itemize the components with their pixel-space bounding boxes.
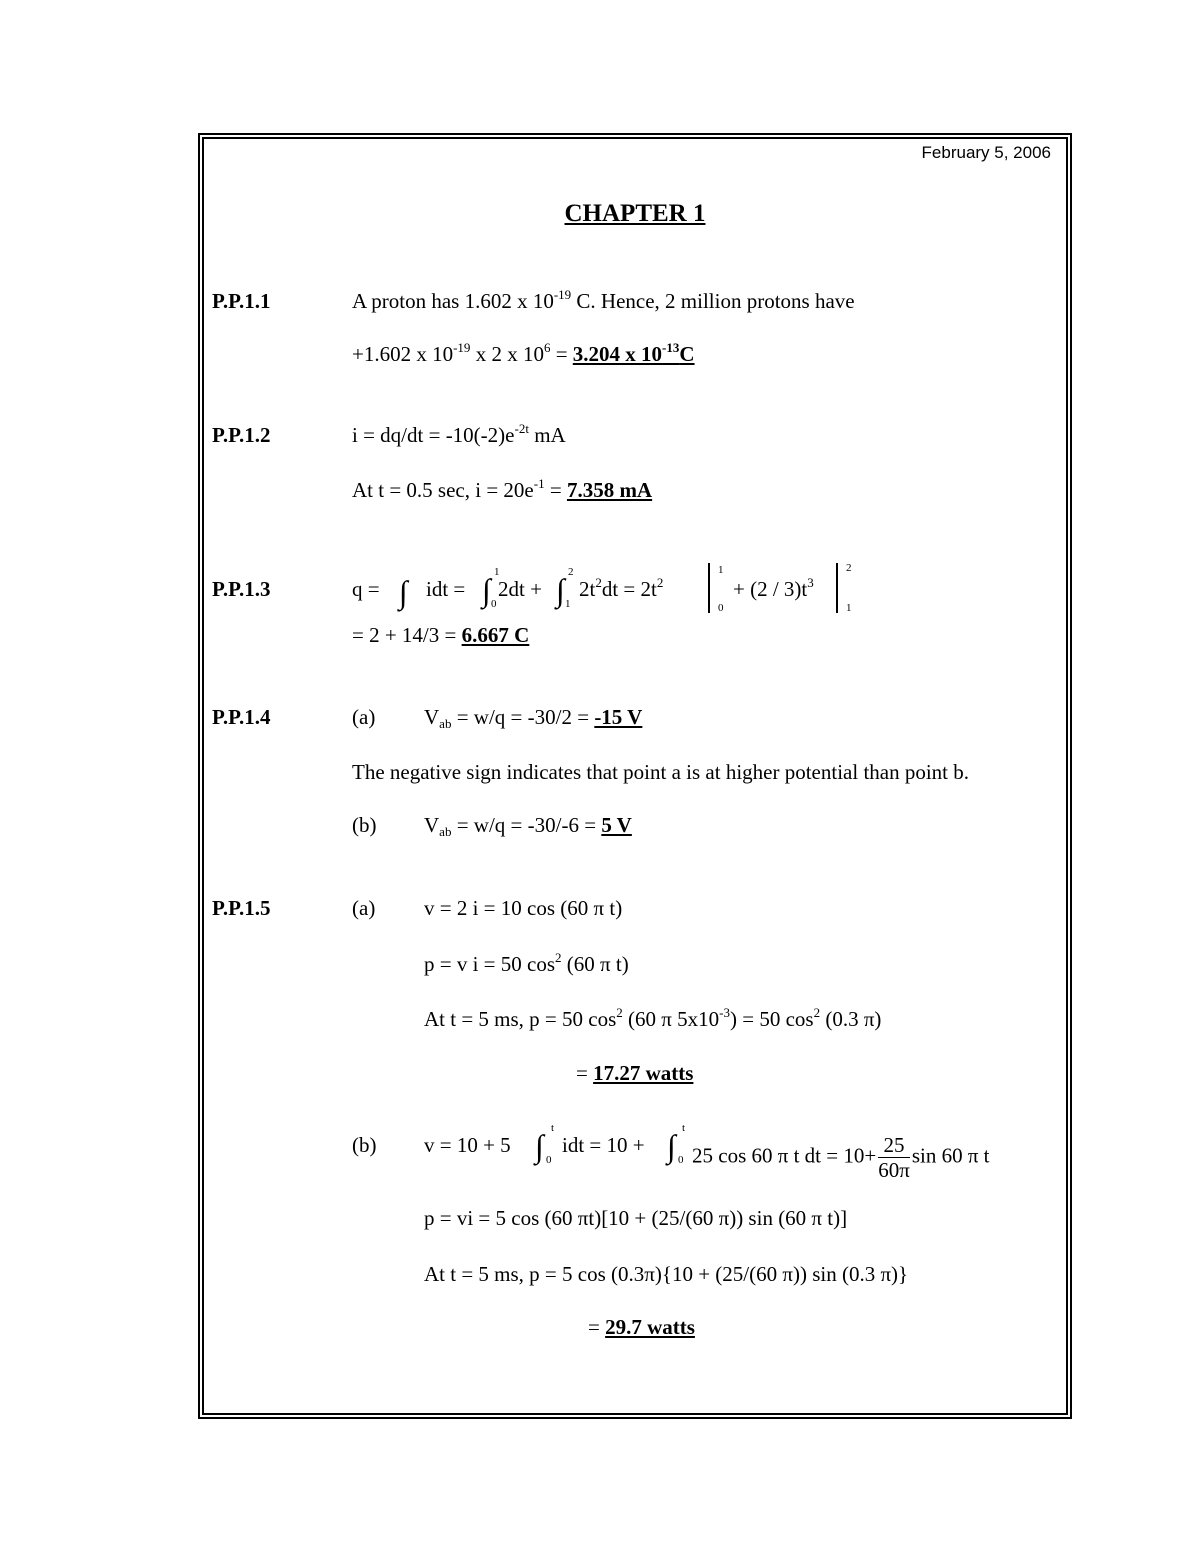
- problem-1-4-line-b: $V_{ab} = w/q = -30/-6 = 5$ V: [424, 813, 632, 839]
- fraction-25-over-60pi: $\frac{25}{60\pi}$: [878, 1133, 910, 1182]
- problem-1-5-line-a3: At t = 5 ms, p = 50 $\cos^2 (60$ π $5x10^{-3}) = 50$ $\cos^2 (0.3$ π): [424, 1005, 882, 1031]
- problem-1-2-line-1: $i = dq/dt = -10(-2)e^{-2t}$ mA: [352, 421, 566, 447]
- integral-lower-limit: 0: [491, 598, 497, 610]
- evaluation-bar: [708, 563, 710, 613]
- problem-1-3-term-4: + $(2 / 3)t^3$: [733, 575, 814, 601]
- chapter-title: CHAPTER 1: [564, 200, 706, 227]
- problem-label-1-4: P.P.1.4: [212, 705, 271, 729]
- integral-upper-limit: 1: [494, 566, 500, 578]
- date-stamp: February 5, 2006: [921, 143, 1051, 162]
- problem-1-5-b1-mid: idt = 10 +: [562, 1133, 645, 1157]
- problem-label-1-5: P.P.1.5: [212, 896, 271, 920]
- problem-label-1-2: P.P.1.2: [212, 423, 271, 447]
- part-b-tag: (b): [352, 813, 377, 837]
- problem-1-5-line-b4: = 29.7 watts: [588, 1315, 695, 1339]
- answer-1-4-b: 5 V: [601, 813, 632, 837]
- problem-1-2-line-2: At t = 0.5 sec, $i = 20e^{-1} = 7.358$ mA: [352, 476, 653, 502]
- problem-1-3-line-2: = 2 + 14/3 = 6.667 C: [352, 623, 530, 647]
- evaluation-bar: [836, 563, 838, 613]
- integral-lower-limit: 0: [678, 1154, 684, 1166]
- problem-1-4-note: The negative sign indicates that point a is at higher potential than point b.: [352, 760, 970, 784]
- problem-1-3-term-2: 2dt +: [498, 577, 542, 601]
- part-a-tag: (a): [352, 705, 376, 729]
- eval-upper-limit: 2: [846, 562, 852, 574]
- problem-1-3-term-1: idt =: [426, 577, 466, 601]
- problem-1-5-line-a1: v = 2 i = 10 cos (60 π t): [424, 896, 623, 920]
- problem-1-3-line-1: q = ∫: [352, 574, 408, 610]
- integral-upper-limit: t: [682, 1122, 686, 1134]
- problem-1-5-line-b2: p = vi = 5 cos (60 πt)[10 + (25/(60 π)) sin (60 π t)]: [424, 1206, 848, 1230]
- integral-upper-limit: 2: [568, 566, 574, 578]
- answer-1-3: 6.667 C: [461, 623, 530, 647]
- eval-lower-limit: 0: [718, 602, 724, 614]
- answer-1-5-b: 29.7 watts: [605, 1315, 695, 1339]
- problem-1-4-line-a: $V_{ab} = w/q = -30/2 = -15$ V: [424, 705, 643, 731]
- integral-lower-limit: 0: [546, 1154, 552, 1166]
- problem-label-1-3: P.P.1.3: [212, 577, 271, 601]
- problem-label-1-1: P.P.1.1: [212, 289, 271, 313]
- problem-1-5-b1-start: v = 10 + 5: [424, 1133, 511, 1157]
- integral-upper-limit: t: [551, 1122, 555, 1134]
- eval-upper-limit: 1: [718, 564, 724, 576]
- problem-1-3-term-3: $2t^2dt = 2t^2$: [579, 575, 664, 601]
- problem-1-1-line-1: A proton has 1.602 x $10^{-19}$ C. Hence, 2 million protons have: [352, 287, 855, 313]
- problem-1-5-b1-end: 25 cos 60 π t dt = 10+ $\frac{25}{60\pi}$ sin 60 π t: [692, 1133, 990, 1182]
- answer-1-5-a: 17.27 watts: [593, 1061, 694, 1085]
- answer-1-2: 7.358 mA: [566, 478, 653, 502]
- problem-1-1-line-2: +1.602 x $10^{-19}$ x 2 x $10^6 = 3.204$ x $10^{-13}C$: [352, 340, 695, 366]
- problem-1-5-line-a2: p = v i = 50 $\cos^2 (60$ π t): [424, 950, 629, 976]
- eval-lower-limit: 1: [846, 602, 852, 614]
- part-b-tag: (b): [352, 1133, 377, 1157]
- problem-1-5-line-a4: = 17.27 watts: [576, 1061, 694, 1085]
- integral-lower-limit: 1: [565, 598, 571, 610]
- answer-1-1: 3.204 x $10^{-13}C$: [572, 340, 695, 366]
- answer-1-4-a: -15 V: [594, 705, 643, 729]
- part-a-tag: (a): [352, 896, 376, 920]
- problem-1-5-line-b3: At t = 5 ms, p = 5 cos (0.3π){10 + (25/(60 π)) sin (0.3 π)}: [424, 1262, 909, 1286]
